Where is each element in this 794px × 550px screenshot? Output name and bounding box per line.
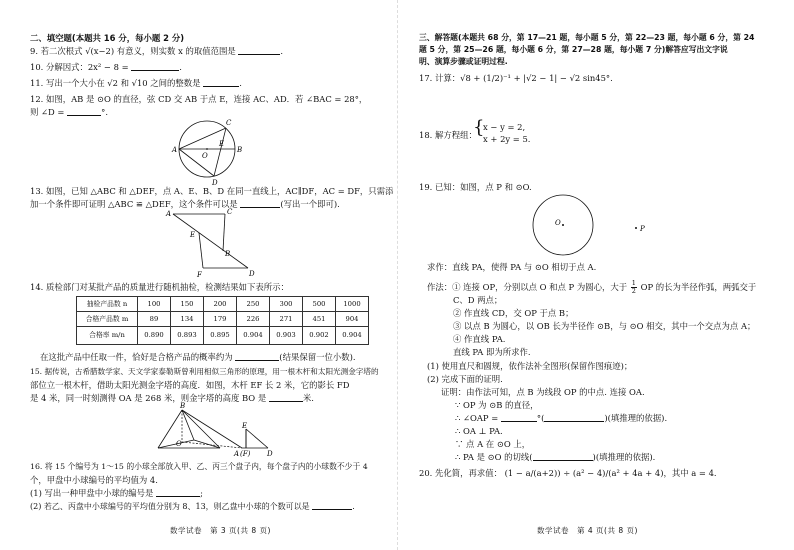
label-point-e: E [190, 231, 196, 239]
question-14-prompt: 在这批产品中任取一件，恰好是合格产品的概率约为 [40, 352, 233, 362]
system-brace: { [473, 117, 485, 138]
table-cell: 134 [171, 312, 204, 327]
question-16-part-2-prompt: (2) 若乙、丙盘中小球编号的平均值分别为 8、13，则乙盘中小球的个数可以是 [30, 502, 310, 511]
row-header-qualified: 合格产品数 m [77, 312, 138, 327]
label-point-d: D [267, 450, 273, 458]
proof-line-3 [455, 413, 667, 424]
page-divider [397, 0, 398, 550]
label-point-a: A [234, 450, 240, 458]
question-9-text: 9. 若二次根式 √(x−2) 有意义，则实数 x 的取值范围是 [30, 46, 236, 56]
question-12-line-1: 12. 如图，AB 是 ⊙O 的直径，弦 CD 交 AB 于点 E，连接 AC、AD．若 ∠BAC = 28°， [30, 94, 368, 104]
line-aebd [173, 214, 248, 268]
question-14-line-2 [40, 352, 356, 363]
question-15-line-3 [30, 393, 314, 404]
proof-line-3-a: ∴ ∠OAP = [455, 413, 499, 423]
section-title-line-3: 明、演算步骤或证明过程. [419, 57, 508, 66]
figure-circle-point [527, 192, 657, 258]
table-cell: 0.895 [204, 327, 237, 345]
proof-line-6-b: )(填推理的依据). [592, 452, 656, 462]
question-16-part-1-prompt: (1) 写出一种甲盘中小球的编号是 [30, 488, 154, 498]
answer-blank-16-1[interactable] [156, 488, 200, 497]
table-row [77, 312, 369, 327]
ground-line-oa [182, 442, 242, 448]
table-cell: 0.904 [336, 327, 369, 345]
page-footer-left: 数学试卷 第 3 页(共 8 页) [170, 526, 271, 535]
table-cell: 150 [171, 297, 204, 312]
label-point-f: F [197, 271, 202, 279]
table-cell: 89 [138, 312, 171, 327]
question-16-part-2 [30, 501, 355, 512]
answer-blank-angle[interactable] [501, 413, 537, 422]
question-10 [30, 62, 182, 73]
label-point-a: A [172, 146, 178, 154]
question-19-task: 求作：直线 PA，使得 PA 与 ⊙O 相切于点 A. [427, 262, 597, 272]
question-9-end: . [280, 46, 284, 56]
question-20-expression: (1 − a/(a+2)) ÷ (a² − 4)/(a² + 4a + 4)，其中 a = 4. [504, 468, 717, 478]
center-point-o [206, 148, 208, 150]
proof-line-3-c: )(填推理的依据). [604, 413, 668, 423]
question-17: 17. 计算：√8 + (1/2)⁻¹ + |√2 − 1| − √2 sin45°. [419, 73, 613, 83]
question-16-part-1 [30, 488, 203, 499]
answer-blank-14[interactable] [235, 352, 279, 361]
proof-line-3-b: °( [536, 413, 545, 423]
table-cell: 0.893 [171, 327, 204, 345]
figure-circle-diameter [170, 115, 260, 187]
question-16-part-2-end: . [352, 502, 355, 511]
table-cell: 500 [303, 297, 336, 312]
question-20 [419, 468, 717, 479]
label-point-d: D [212, 179, 218, 187]
question-9 [30, 46, 283, 57]
table-cell: 1000 [336, 297, 369, 312]
question-19-part-1: (1) 使用直尺和圆规，依作法补全图形(保留作图痕迹)； [427, 361, 633, 371]
exam-page-4 [397, 0, 794, 550]
figure-congruent-triangles [165, 208, 265, 280]
label-point-o: O [555, 219, 561, 227]
center-point-o [562, 224, 564, 226]
section-title-fill-in: 二、填空题(本题共 16 分，每小题 2 分) [30, 33, 185, 43]
pyramid-edge-front [182, 410, 194, 440]
proof-line-2: ∵ OP 为 ⊙B 的直径， [455, 400, 539, 410]
table-cell: 250 [237, 297, 270, 312]
label-point-d: D [249, 270, 255, 278]
sun-ray-top [182, 410, 242, 448]
point-p [635, 227, 637, 229]
question-18-label: 18. 解方程组： [419, 130, 477, 140]
question-19-step-4: ④ 作直线 PA. [453, 334, 506, 344]
answer-blank-reason-2[interactable] [533, 452, 593, 461]
answer-blank-12[interactable] [67, 107, 101, 116]
table-cell: 0.904 [237, 327, 270, 345]
segment-ad [179, 149, 214, 176]
row-header-count: 抽检产品数 n [77, 297, 138, 312]
proof-line-5: ∵ 点 A 在 ⊙O 上， [455, 439, 531, 449]
answer-blank-9[interactable] [238, 46, 280, 55]
answer-blank-10[interactable] [131, 62, 179, 71]
segment-ef [199, 233, 203, 268]
step-1-text-a: 作法：① 连接 OP，分别以点 O 和点 P 为圆心，大于 [427, 281, 628, 292]
row-header-rate: 合格率 m/n [77, 327, 138, 345]
proof-line-1: 证明：由作法可知，点 B 为线段 OP 的中点. 连接 OA. [441, 387, 645, 397]
question-14-end: (结果保留一位小数). [279, 352, 356, 362]
question-16-part-1-end: ; [200, 488, 203, 498]
chord-cd [214, 128, 226, 176]
label-point-e: E [219, 140, 225, 148]
page-footer-right: 数学试卷 第 4 页(共 8 页) [537, 526, 638, 535]
table-cell: 0.902 [303, 327, 336, 345]
question-15-prompt: 是 4 米，同一时刻测得 OA 是 268 米，则金字塔的高度 BO 是 [30, 393, 267, 403]
answer-blank-13[interactable] [240, 199, 280, 208]
table-cell: 300 [270, 297, 303, 312]
question-18-equation-1: x − y = 2, [483, 122, 526, 132]
label-point-b: B [237, 146, 243, 154]
question-20-prompt: 20. 先化简，再求值： [419, 468, 502, 478]
table-cell: 179 [204, 312, 237, 327]
label-point-b: B [180, 402, 186, 410]
question-11 [30, 78, 242, 89]
question-16-line-2: 个，甲盘中小球编号的平均值为 4. [30, 475, 158, 485]
question-12-prompt: 则 ∠D = [30, 107, 65, 117]
question-19-line-1: 19. 已知：如图，点 P 和 ⊙O. [419, 182, 532, 192]
table-cell: 0.903 [270, 327, 303, 345]
question-10-end: . [179, 62, 182, 72]
label-point-o: O [202, 152, 208, 160]
answer-blank-reason-1[interactable] [544, 413, 604, 422]
question-11-text: 11. 写出一个大小在 √2 和 √10 之间的整数是 [30, 78, 201, 88]
table-row [77, 327, 369, 345]
question-19-step-1-cont: C、D 两点； [453, 295, 503, 305]
label-point-e: E [242, 422, 248, 430]
question-13-end: (写出一个即可). [280, 199, 340, 209]
question-12-end: °. [101, 107, 108, 117]
proof-line-6-a: ∴ PA 是 ⊙O 的切线( [455, 452, 533, 462]
sun-ray-pole [246, 429, 268, 448]
question-19-step-2: ② 作直线 CD，交 OP 于点 B； [453, 308, 574, 318]
question-15-line-2: 部位立一根木杆，借助太阳光测金字塔的高度．如图，木杆 EF 长 2 米，它的影长 FD [30, 380, 350, 390]
answer-blank-11[interactable] [203, 78, 239, 87]
proof-line-4: ∴ OA ⊥ PA. [455, 426, 503, 436]
question-15-end: 米. [302, 393, 314, 403]
proof-line-6 [455, 452, 655, 463]
answer-blank-15[interactable] [269, 393, 303, 402]
table-cell: 0.890 [138, 327, 171, 345]
question-11-end: . [239, 78, 242, 88]
answer-blank-16-2[interactable] [312, 501, 352, 510]
label-point-b: B [225, 250, 231, 258]
question-16-line-1: 16. 将 15 个编号为 1～15 的小球全部放入甲、乙、丙三个盘子内，每个盘子内的小球数不少于 4 [30, 462, 368, 471]
quality-check-table [76, 296, 369, 345]
section-title-line-2: 题 5 分，第 25—26 题，每小题 6 分，第 27—28 题，每小题 7 分)解答应写出文字说 [419, 45, 728, 54]
question-14-line-1: 14. 质检部门对某批产品的质量进行随机抽检，检测结果如下表所示： [30, 282, 289, 292]
question-13-prompt: 加一个条件即可证明 △ABC ≌ △DEF，这个条件可以是 [30, 199, 238, 209]
figure-pyramid-shadow [150, 402, 275, 458]
section-title-line-1: 三、解答题(本题共 68 分，第 17—21 题，每小题 5 分，第 22—23 题，每小题 6 分，第 24 [419, 33, 755, 42]
label-point-c: C [227, 208, 233, 216]
question-19-step-5: 直线 PA 即为所求作. [453, 347, 531, 357]
question-13-line-1: 13. 如图，已知 △ABC 和 △DEF，点 A、E、B、D 在同一直线上，AC∥DF，AC = DF，只需添 [30, 186, 394, 196]
step-1-text-b: OP 的长为半径作弧，两弧交于 [640, 281, 757, 292]
label-point-f: (F) [240, 450, 251, 458]
label-point-a: A [166, 210, 172, 218]
question-19-step-1 [427, 280, 756, 295]
table-cell: 100 [138, 297, 171, 312]
label-point-o: O [176, 440, 182, 448]
question-15-line-1: 15. 据传说，古希腊数学家、天文学家泰勒斯曾利用相似三角形的原理，用一根木杆和太阳光测金字塔的 [30, 367, 379, 376]
fraction-one-half: $\frac{1}{2}$ [631, 279, 636, 295]
table-cell: 200 [204, 297, 237, 312]
table-cell: 226 [237, 312, 270, 327]
table-cell: 271 [270, 312, 303, 327]
question-19-part-2: (2) 完成下面的证明. [427, 374, 503, 384]
table-cell: 451 [303, 312, 336, 327]
label-point-p: P [640, 225, 645, 233]
table-cell: 904 [336, 312, 369, 327]
table-row [77, 297, 369, 312]
question-18-equation-2: x + 2y = 5. [483, 134, 531, 144]
question-19-step-3: ③ 以点 B 为圆心，以 OB 长为半径作 ⊙B，与 ⊙O 相交，其中一个交点为点 A； [453, 321, 756, 331]
question-10-text: 10. 分解因式：2x² − 8 = [30, 62, 129, 72]
question-12-line-2 [30, 107, 108, 118]
segment-cb [223, 214, 225, 251]
label-point-c: C [226, 119, 232, 127]
